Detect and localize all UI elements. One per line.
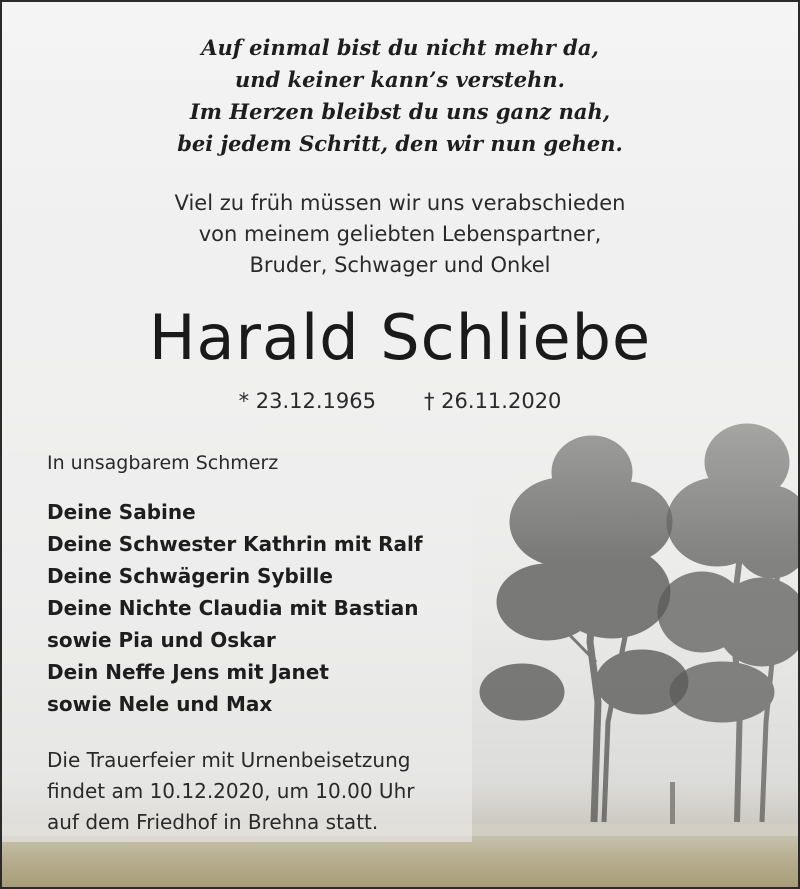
intro-line: Viel zu früh müssen wir uns verabschieden [174, 191, 626, 215]
intro-line: von meinem geliebten Lebenspartner, [198, 222, 602, 246]
poem-line: bei jedem Schritt, den wir nun gehen. [177, 131, 623, 156]
poem-line: Im Herzen bleibst du uns ganz nah, [189, 99, 611, 124]
funeral-line: auf dem Friedhof in Brehna statt. [47, 810, 379, 834]
mourner: Deine Schwägerin Sybille [47, 564, 333, 588]
mourner: Deine Sabine [47, 500, 196, 524]
intro-text [2, 188, 798, 281]
funeral-line: Die Trauerfeier mit Urnenbeisetzung [47, 748, 411, 772]
mourner: Dein Neffe Jens mit Janet [47, 660, 329, 684]
grief-line: In unsagbarem Schmerz [47, 452, 279, 474]
funeral-notice [47, 745, 414, 838]
poem-line: und keiner kann’s verstehn. [235, 67, 565, 92]
deceased-name: Harald Schliebe [148, 301, 652, 374]
intro-line: Bruder, Schwager und Onkel [249, 253, 551, 277]
memorial-poem [2, 32, 798, 160]
life-dates [2, 386, 798, 416]
mourner: Deine Schwester Kathrin mit Ralf [47, 532, 423, 556]
mourner: Deine Nichte Claudia mit Bastian [47, 596, 419, 620]
funeral-line: findet am 10.12.2020, um 10.00 Uhr [47, 779, 415, 803]
death-date: † 26.11.2020 [424, 389, 562, 413]
birth-date: * 23.12.1965 [238, 389, 376, 413]
mourner: sowie Pia und Oskar [47, 628, 276, 652]
poem-line: Auf einmal bist du nicht mehr da, [201, 35, 599, 60]
mourner: sowie Nele und Max [47, 692, 273, 716]
mourners-list [47, 496, 423, 720]
